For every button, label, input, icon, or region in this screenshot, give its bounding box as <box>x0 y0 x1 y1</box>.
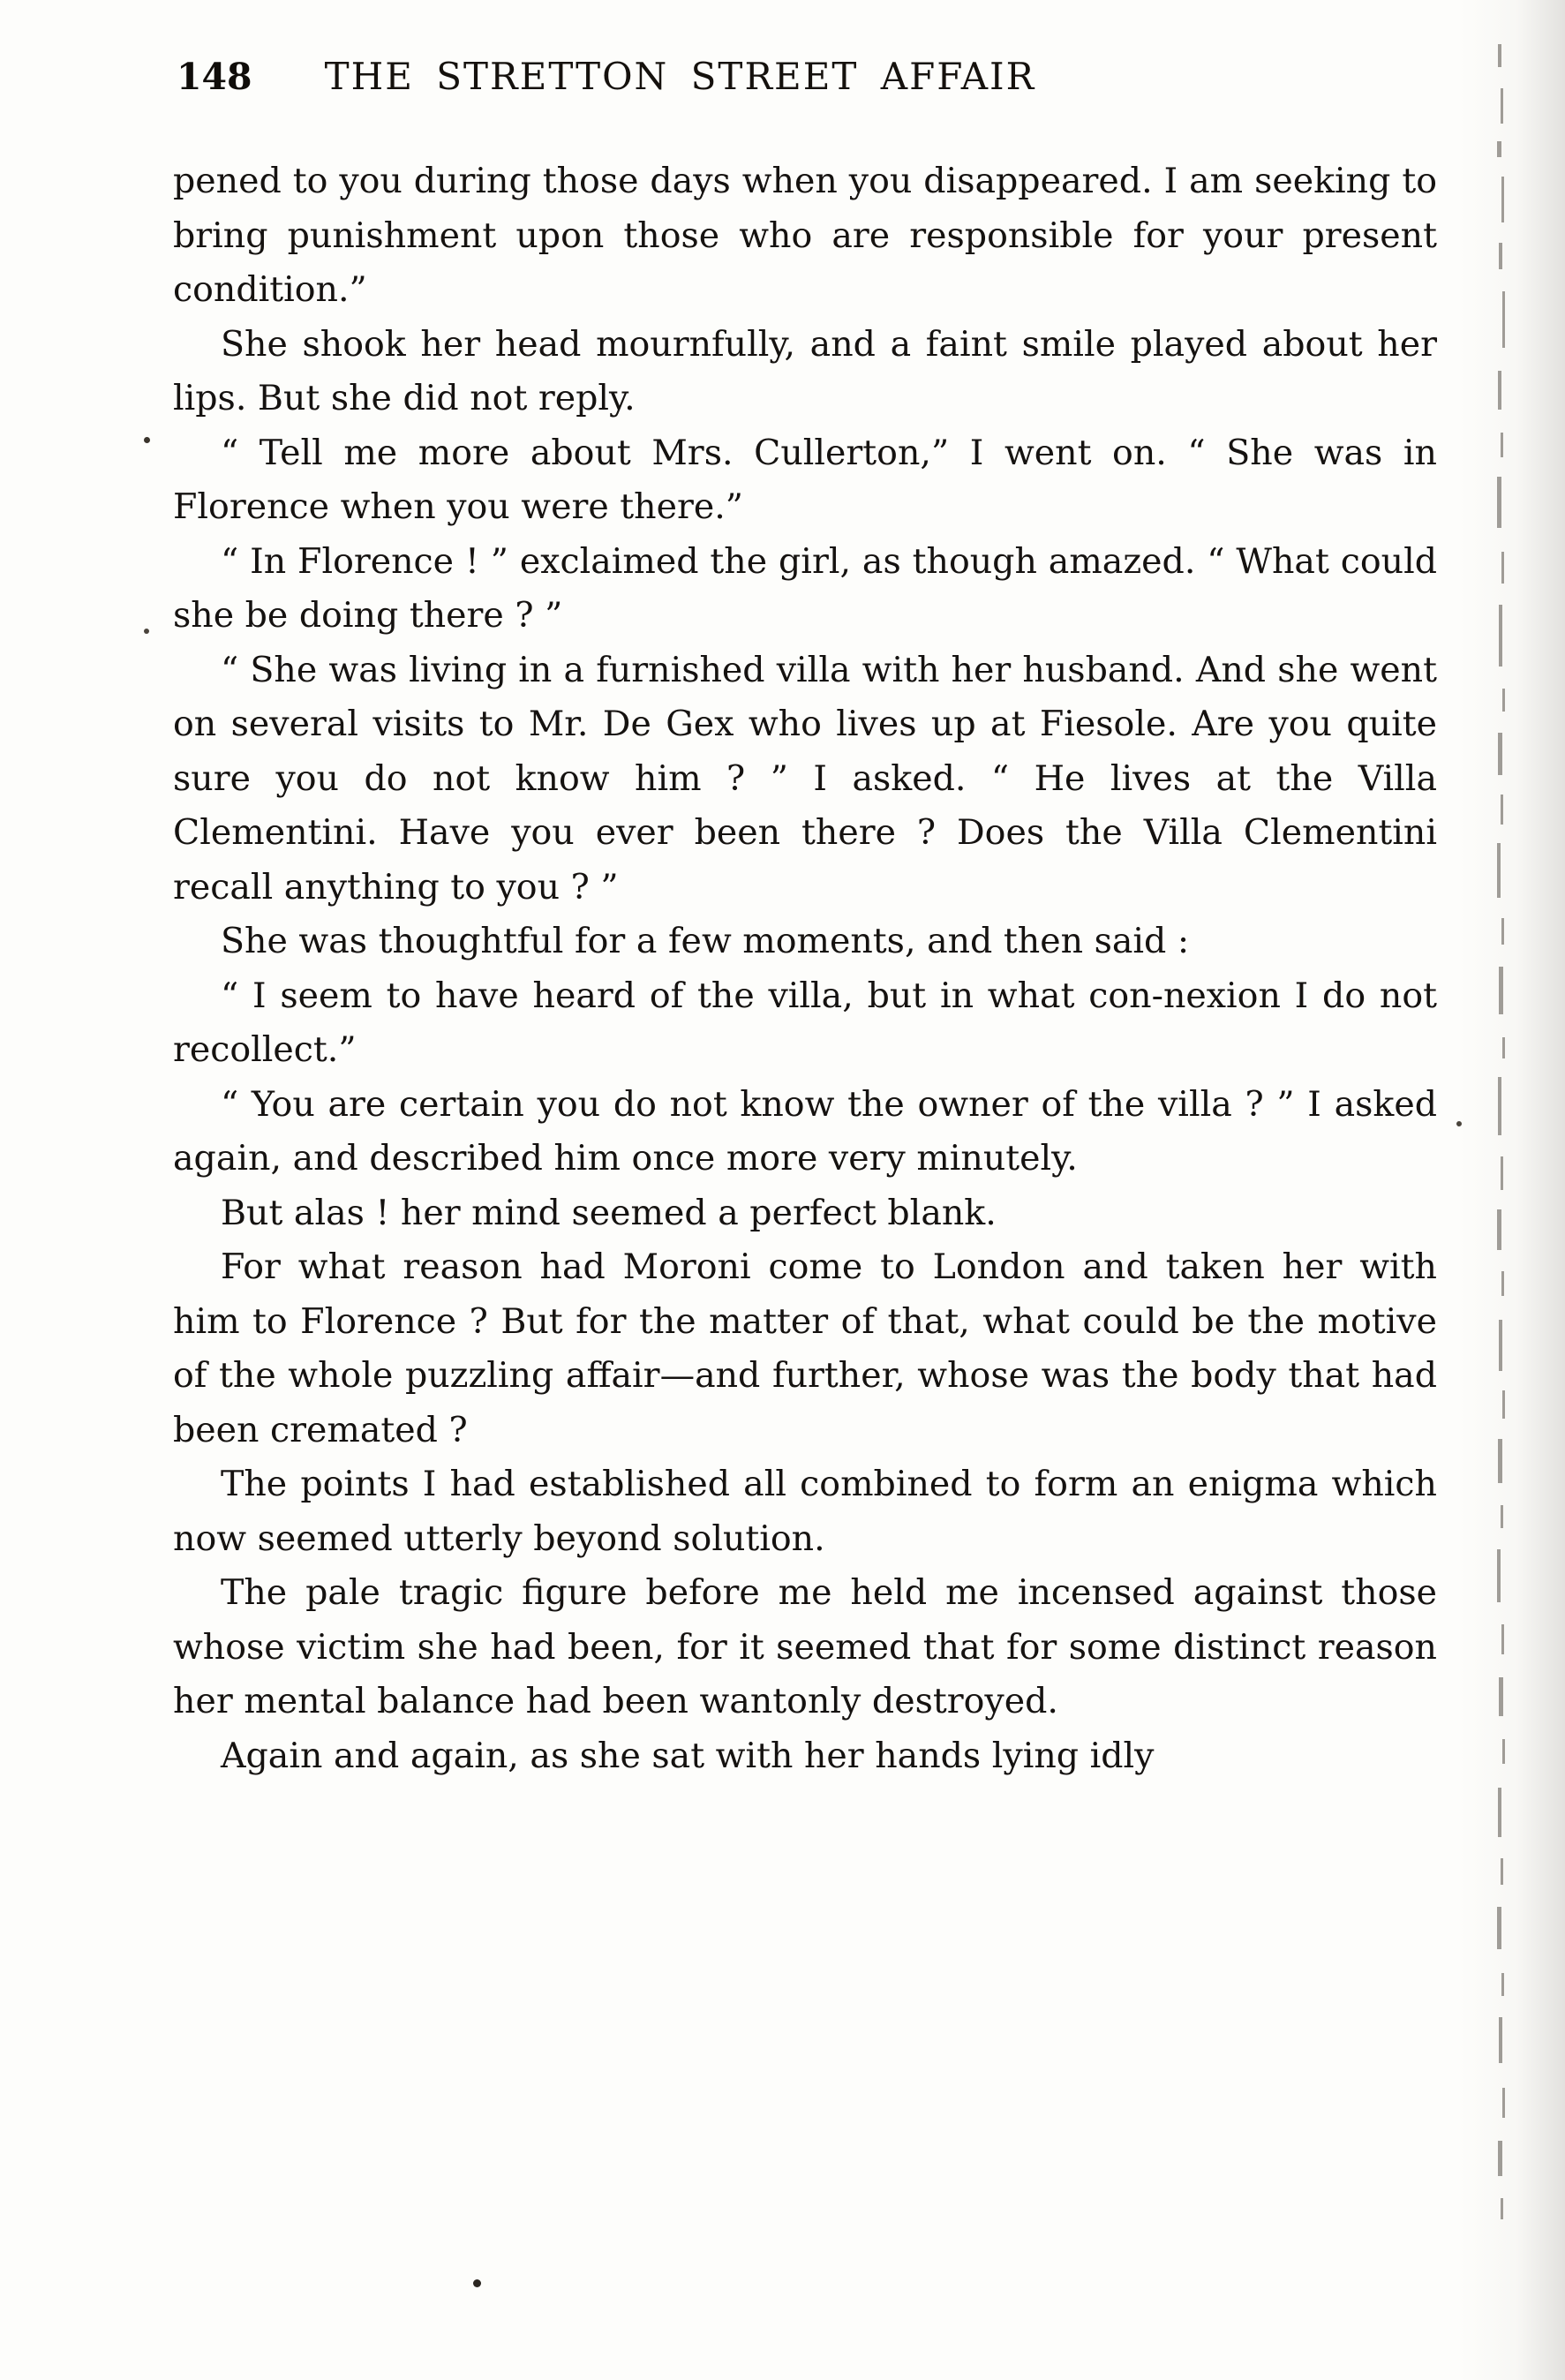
running-title: THE STRETTON STREET AFFAIR <box>324 55 1036 98</box>
scan-speck <box>144 437 150 443</box>
page-textblock <box>173 154 1437 1783</box>
page-bottom-mark <box>473 2279 481 2287</box>
paragraph: She was thoughtful for a few moments, and then said : <box>221 921 1190 961</box>
paragraph: “ I seem to have heard of the villa, but in what con-nexion I do not recollect.” <box>173 975 1437 1070</box>
paragraph: Again and again, as she sat with her hands lying idly <box>221 1735 1155 1776</box>
paragraph: She shook her head mournfully, and a faint smile played about her lips. But she did not reply. <box>173 323 1437 418</box>
paragraph: But alas ! her mind seemed a perfect blank. <box>221 1192 997 1233</box>
paragraph: “ You are certain you do not know the owner of the villa ? ” I asked again, and described him once more very minutely. <box>173 1083 1437 1179</box>
scan-speck <box>144 629 149 634</box>
paragraph: “ She was living in a furnished villa with her husband. And she went on several visits to Mr. De Gex who lives up at Fiesole. Are you quite sure you do not know him ? ” I asked. “ He lives at the Villa Clementini. Have you ever been there ? Does the Villa Clementini recall anything to you ? ” <box>173 649 1437 908</box>
paragraph: pened to you during those days when you disappeared. I am seeking to bring punishment upon those who are responsible for your present condition.” <box>173 161 1437 310</box>
page-number: 148 <box>177 56 252 98</box>
paragraph: The points I had established all combined to form an enigma which now seemed utterly beyond solution. <box>173 1464 1437 1559</box>
page-edge-noise <box>1493 35 1516 2242</box>
paragraph: For what reason had Moroni come to London and taken her with him to Florence ? But for the matter of that, what could be the motive of the whole puzzling affair—and further, whose was the body that had been cremated ? <box>173 1246 1437 1450</box>
paragraph: “ Tell me more about Mrs. Cullerton,” I went on. “ She was in Florence when you were there.” <box>173 432 1437 527</box>
page-edge-shadow <box>1459 0 1565 2380</box>
page-header <box>177 55 1439 117</box>
paragraph: “ In Florence ! ” exclaimed the girl, as though amazed. “ What could she be doing there ? ” <box>173 540 1437 636</box>
scan-speck <box>1456 1121 1462 1126</box>
paragraph: The pale tragic figure before me held me incensed against those whose victim she had been, for it seemed that for some distinct reason her mental balance had been wantonly destroyed. <box>173 1572 1437 1721</box>
